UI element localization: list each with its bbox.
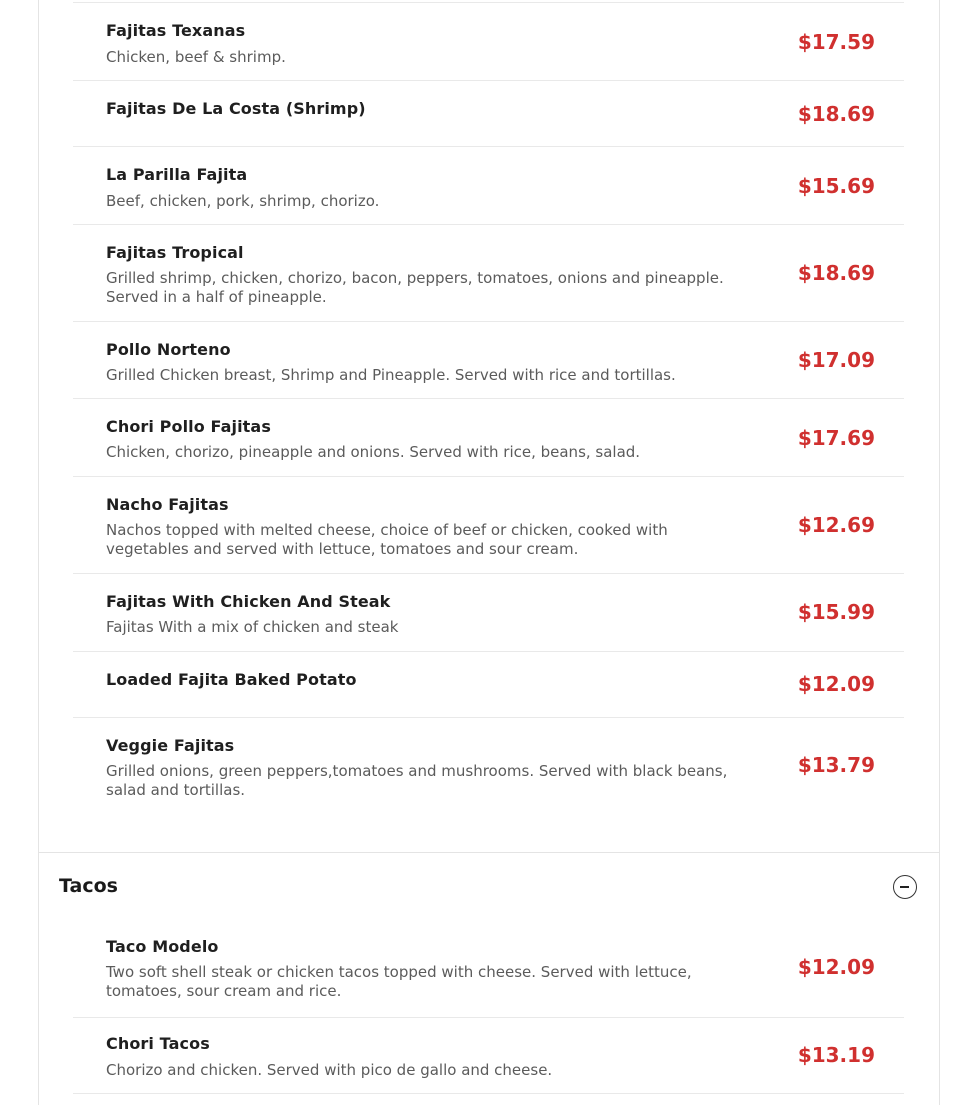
section-title: Tacos — [59, 875, 118, 897]
menu-item-name: Fajitas De La Costa (Shrimp) — [106, 99, 366, 118]
menu-item[interactable] — [73, 1017, 904, 1094]
menu-item-name: Nacho Fajitas — [106, 495, 229, 514]
menu-item-price: $13.19 — [797, 1043, 875, 1067]
minus-circle-icon[interactable] — [893, 875, 917, 899]
menu-item[interactable] — [73, 573, 904, 651]
menu-item-name: Fajitas With Chicken And Steak — [106, 592, 391, 611]
menu-item-description: Two soft shell steak or chicken tacos topped with cheese. Served with lettuce, tomatoes, sour cream and rice. — [106, 963, 692, 1000]
menu-item-price: $13.79 — [797, 753, 875, 777]
menu-item-price: $18.69 — [797, 102, 875, 126]
menu-item-price: $12.09 — [797, 672, 875, 696]
menu-item[interactable] — [73, 80, 904, 146]
menu-item-price: $12.09 — [797, 955, 875, 979]
menu-item-price: $15.99 — [797, 600, 875, 624]
menu-item-price: $17.09 — [797, 348, 875, 372]
menu-item-name: Taco Modelo — [106, 937, 219, 956]
menu-item[interactable] — [73, 398, 904, 476]
menu-item-description: Fajitas With a mix of chicken and steak — [106, 618, 399, 636]
menu-item-description: Nachos topped with melted cheese, choice of beef or chicken, cooked with vegetables and served with lettuce, tomatoes and sour cream. — [106, 521, 668, 558]
menu-item-price: $17.69 — [797, 426, 875, 450]
menu-item-description: Grilled shrimp, chicken, chorizo, bacon, peppers, tomatoes, onions and pineapple. Served in a half of pineapple. — [106, 269, 724, 306]
menu-item[interactable] — [73, 224, 904, 321]
menu-item[interactable] — [73, 717, 904, 814]
menu-item-description: Chicken, chorizo, pineapple and onions. Served with rice, beans, salad. — [106, 443, 641, 461]
menu-item-price: $17.59 — [797, 30, 875, 54]
menu-item-description: Chorizo and chicken. Served with pico de gallo and cheese. — [106, 1061, 553, 1079]
menu-item-description: Chicken, beef & shrimp. — [106, 48, 286, 66]
menu-item[interactable] — [73, 146, 904, 224]
fajitas-section — [38, 0, 940, 853]
menu-item[interactable] — [73, 923, 904, 1017]
menu-item-name: Chori Pollo Fajitas — [106, 417, 271, 436]
tacos-section — [38, 853, 940, 1105]
menu-item[interactable] — [73, 651, 904, 717]
minus-bar — [900, 886, 909, 888]
menu-item-name: La Parilla Fajita — [106, 165, 248, 184]
menu-item-description: Grilled onions, green peppers,tomatoes and mushrooms. Served with black beans, salad and tortillas. — [106, 762, 728, 799]
menu-item[interactable] — [73, 2, 904, 80]
section-header[interactable] — [39, 853, 939, 923]
menu-item[interactable] — [73, 476, 904, 573]
menu-item-name: Loaded Fajita Baked Potato — [106, 670, 357, 689]
menu-item-name: Fajitas Tropical — [106, 243, 244, 262]
menu-item-price: $15.69 — [797, 174, 875, 198]
menu-item[interactable] — [73, 321, 904, 398]
menu-item-name: Pollo Norteno — [106, 340, 231, 359]
menu-item-price: $12.69 — [797, 513, 875, 537]
menu-item-description: Grilled Chicken breast, Shrimp and Pineapple. Served with rice and tortillas. — [106, 366, 676, 384]
menu-item-description: Beef, chicken, pork, shrimp, chorizo. — [106, 192, 380, 210]
menu-item-name: Chori Tacos — [106, 1034, 210, 1053]
menu-item-price: $18.69 — [797, 261, 875, 285]
menu-item-name: Fajitas Texanas — [106, 21, 246, 40]
menu-item-name: Veggie Fajitas — [106, 736, 235, 755]
